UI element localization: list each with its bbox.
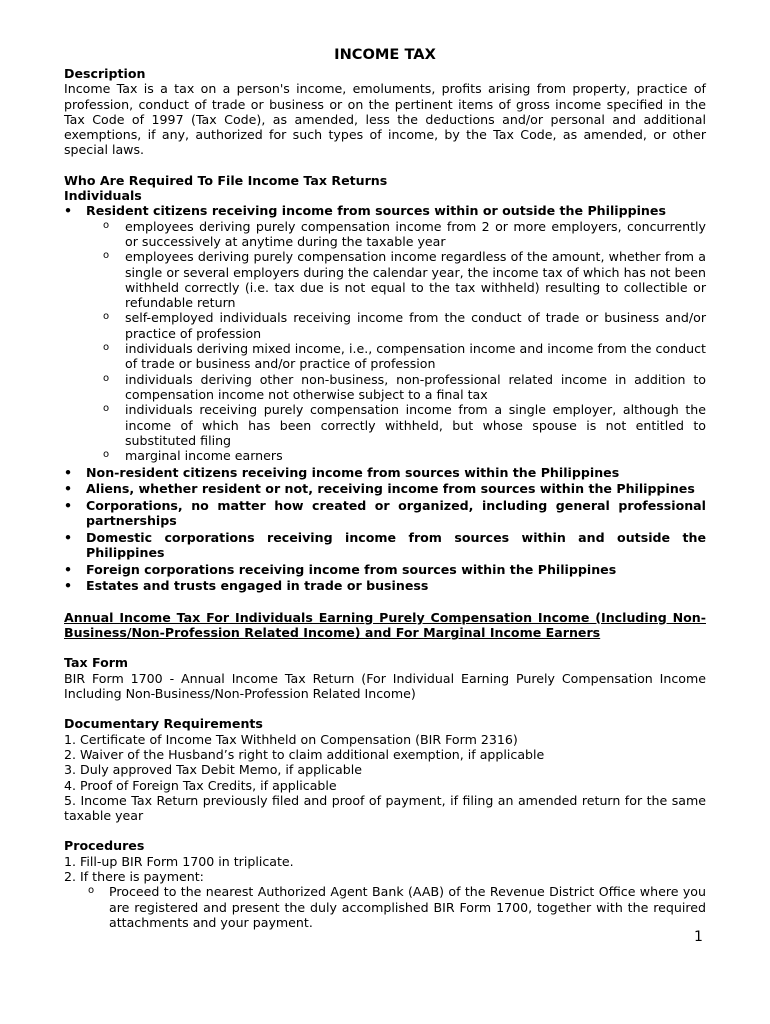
sub-list (86, 219, 706, 464)
procedure-item: 1. Fill-up BIR Form 1700 in triplicate. (64, 853, 294, 869)
spacer (64, 640, 706, 655)
bullet-icon: • (64, 481, 73, 497)
sub-list-item (86, 402, 706, 448)
circle-bullet-icon: o (103, 372, 110, 384)
list-item-text: Foreign corporations receiving income from sources within the Philippines (86, 561, 617, 577)
sub-list-item (86, 249, 706, 310)
list-item (64, 578, 706, 593)
list-item (64, 481, 706, 496)
documentary-heading: Documentary Requirements (64, 716, 263, 732)
sub-item-text: employees deriving purely compensation income regardless of the amount, whether from a single or several employers during the calendar year, the income tax of which has not been withheld correctly (i.e. tax due is not equal to the tax withheld) resulting to collectible or refundable return (125, 249, 706, 311)
procedure-item: 2. If there is payment: (64, 869, 204, 885)
sub-list-item (86, 341, 706, 372)
spacer (64, 158, 706, 173)
bullet-icon: • (64, 497, 73, 513)
spacer (64, 595, 706, 610)
tax-form-text: BIR Form 1700 - Annual Income Tax Return (For Individual Earning Purely Compensation Income Including Non-Business/Non-Profession Related Income) (64, 670, 706, 702)
procedure-sub-list (64, 884, 706, 930)
list-item-text: Corporations, no matter how created or organized, including general professional partnerships (86, 497, 706, 529)
sub-list-item (86, 372, 706, 403)
sub-list-item (86, 448, 706, 463)
bullet-icon: • (64, 203, 73, 219)
list-item (64, 562, 706, 577)
description-heading: Description (64, 66, 146, 81)
bullet-icon: • (64, 529, 73, 545)
annual-income-tax-heading: Annual Income Tax For Individuals Earning Purely Compensation Income (Including Non-Business/Non-Profession Related Income) and For Marginal Income Earners (64, 609, 706, 641)
circle-bullet-icon: o (103, 449, 110, 461)
list-item (64, 203, 706, 463)
list-item-text: Domestic corporations receiving income from sources within and outside the Philippines (86, 529, 706, 561)
circle-bullet-icon: o (103, 342, 110, 354)
spacer (64, 701, 706, 716)
filers-list (64, 203, 706, 593)
sub-list-item (86, 219, 706, 250)
list-item (64, 465, 706, 480)
who-file-heading: Who Are Required To File Income Tax Returns (64, 172, 388, 188)
spacer (64, 823, 706, 838)
list-item-text: Non-resident citizens receiving income from sources within the Philippines (86, 464, 620, 480)
bullet-icon: • (64, 578, 73, 594)
sub-item-text: self-employed individuals receiving income from the conduct of trade or business and/or practice of profession (125, 310, 706, 341)
requirement-item: 5. Income Tax Return previously filed and proof of payment, if filing an amended return for the same taxable year (64, 792, 706, 824)
circle-bullet-icon: o (103, 403, 110, 415)
circle-bullet-icon: o (103, 219, 110, 231)
bullet-icon: • (64, 464, 73, 480)
sub-item-text: marginal income earners (125, 448, 283, 464)
list-item-text: Estates and trusts engaged in trade or business (86, 578, 429, 594)
requirement-item: 1. Certificate of Income Tax Withheld on Compensation (BIR Form 2316) (64, 731, 518, 747)
sub-item-text: employees deriving purely compensation income from 2 or more employers, concurrently or successively at anytime during the taxable year (125, 218, 706, 249)
list-item-text: Aliens, whether resident or not, receiving income from sources within the Philippines (86, 481, 695, 497)
description-text: Income Tax is a tax on a person's income, emoluments, profits arising from property, practice of profession, conduct of trade or business or on the pertinent items of gross income specified in the Tax Code of 1997 (Tax Code), as amended, less the deductions and/or personal and additional exemptions, if any, authorized for such types of income, by the Tax Code, as amended, or other special laws. (64, 81, 706, 158)
list-item (64, 498, 706, 529)
requirement-item: 2. Waiver of the Husband’s right to claim additional exemption, if applicable (64, 746, 545, 762)
list-item (64, 530, 706, 561)
requirement-item: 3. Duly approved Tax Debit Memo, if applicable (64, 762, 362, 778)
sub-item-text: individuals deriving other non-business, non-professional related income in addition to compensation income not otherwise subject to a final tax (125, 371, 706, 402)
sub-list-item (64, 884, 706, 930)
page-title: INCOME TAX (334, 46, 436, 63)
circle-bullet-icon: o (103, 250, 110, 262)
document-page (64, 46, 706, 930)
tax-form-heading: Tax Form (64, 655, 129, 671)
list-item-text: Resident citizens receiving income from sources within or outside the Philippines (86, 203, 666, 219)
circle-bullet-icon: o (88, 885, 95, 897)
page-number: 1 (694, 929, 703, 945)
requirement-item: 4. Proof of Foreign Tax Credits, if applicable (64, 777, 337, 793)
sub-item-text: Proceed to the nearest Authorized Agent Bank (AAB) of the Revenue District Office where you are registered and present the duly accomplished BIR Form 1700, together with the required attachments and your payment. (109, 884, 706, 930)
sub-list-item (86, 310, 706, 341)
bullet-icon: • (64, 561, 73, 577)
procedures-heading: Procedures (64, 838, 145, 854)
sub-item-text: individuals receiving purely compensation income from a single employer, although the income of which has been correctly withheld, but whose spouse is not entitled to substituted filing (125, 402, 706, 448)
individuals-subheading: Individuals (64, 188, 142, 204)
sub-item-text: individuals deriving mixed income, i.e., compensation income and income from the conduct of trade or business and/or practice of profession (125, 341, 706, 372)
circle-bullet-icon: o (103, 311, 110, 323)
